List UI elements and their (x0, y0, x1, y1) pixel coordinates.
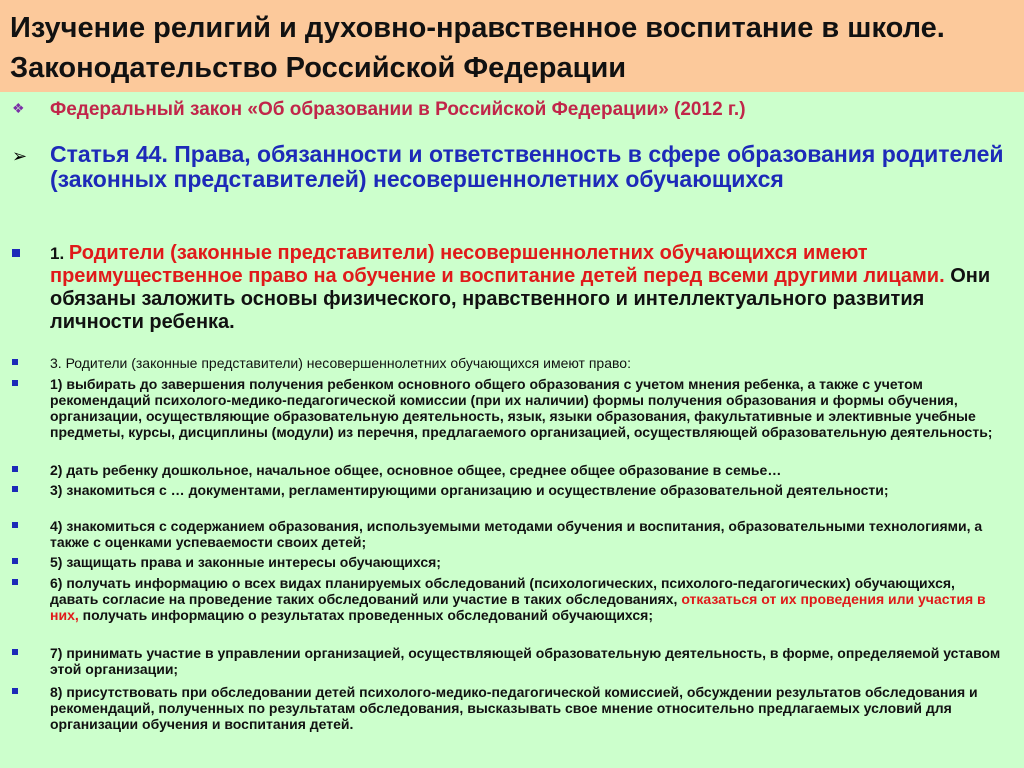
square-bullet-icon (12, 249, 20, 257)
point-1-red-text: Родители (законные представители) несовершеннолетних обучающихся имеют преимущественное право на обучение и воспитание детей перед всеми другими лицами. (50, 242, 945, 287)
point-3-intro-text: 3. Родители (законные представители) несовершеннолетних обучающихся имеют право: (50, 355, 631, 371)
title-banner (0, 0, 1024, 92)
list-item-text (50, 575, 1005, 623)
square-bullet-icon (12, 688, 18, 694)
article-title: Статья 44. Права, обязанности и ответственность в сфере образования родителей (законных представителей) несовершеннолетних обучающихся (50, 141, 1004, 192)
square-bullet-icon (12, 649, 18, 655)
item-6-after: получать информацию о результатах проведенных обследований обучающихся; (78, 607, 653, 623)
list-item-text: 8) присутствовать при обследовании детей психолого-медико-педагогической комиссией, обсуждении результатов обследования и рекомендаций, полученных по результатам обследования, высказывать свое мнение относительно предлагаемых условий для организации обучения и воспитания детей. (50, 684, 978, 732)
law-title: Федеральный закон «Об образовании в Российской Федерации» (2012 г.) (50, 99, 746, 120)
list-item-text: 2) дать ребенку дошкольное, начальное общее, основное общее, среднее общее образование в семье… (50, 462, 782, 478)
square-bullet-icon (12, 486, 18, 492)
list-item-text: 1) выбирать до завершения получения ребенком основного общего образования с учетом мнения ребенка, а также с учетом рекомендаций психолого-медико-педагогической комиссии (при их наличии) формы получения образования и формы обучения, организации, осуществляющие образовательную деятельность, язык, языки образования, факультативные и элективные учебные предметы, курсы, дисциплины (модули) из перечня, предлагаемого организацией, осуществляющей образовательную деятельность; (50, 376, 993, 440)
square-bullet-icon (12, 522, 18, 528)
list-item-text: 4) знакомиться с содержанием образования, используемыми методами обучения и воспитания, образовательными технологиями, а также с оценками успеваемости своих детей; (50, 518, 983, 550)
square-bullet-icon (12, 359, 18, 365)
list-item-text: 5) защищать права и законные интересы обучающихся; (50, 554, 441, 570)
arrow-bullet-icon: ➢ (12, 146, 28, 166)
square-bullet-icon (12, 380, 18, 386)
square-bullet-icon (12, 466, 18, 472)
point-1-number: 1. (50, 244, 69, 263)
diamond-bullet-icon: ❖ (12, 100, 25, 116)
square-bullet-icon (12, 558, 18, 564)
slide-title: Изучение религий и духовно-нравственное воспитание в школе. Законодательство Российской Федерации (10, 12, 945, 84)
point-1-text (50, 242, 1005, 334)
item-6-before: 6) получать информацию о всех видах планируемых обследований (психологических, психолого-педагогических) обучающихся, давать согласие на проведение таких обследований или участие в таких обследованиях, (50, 575, 955, 607)
square-bullet-icon (12, 579, 18, 585)
list-item-text: 3) знакомиться с … документами, регламентирующими организацию и осуществление образовательной деятельности; (50, 482, 889, 498)
item-6-red: отказаться от их проведения или участия в них, (50, 591, 986, 623)
list-item-text: 7) принимать участие в управлении организацией, осуществляющей образовательную деятельность, в форме, определяемой уставом этой организации; (50, 645, 1001, 677)
point-1-rest-text: Они обязаны заложить основы физического, нравственного и интеллектуального развития личности ребенка. (50, 265, 991, 333)
